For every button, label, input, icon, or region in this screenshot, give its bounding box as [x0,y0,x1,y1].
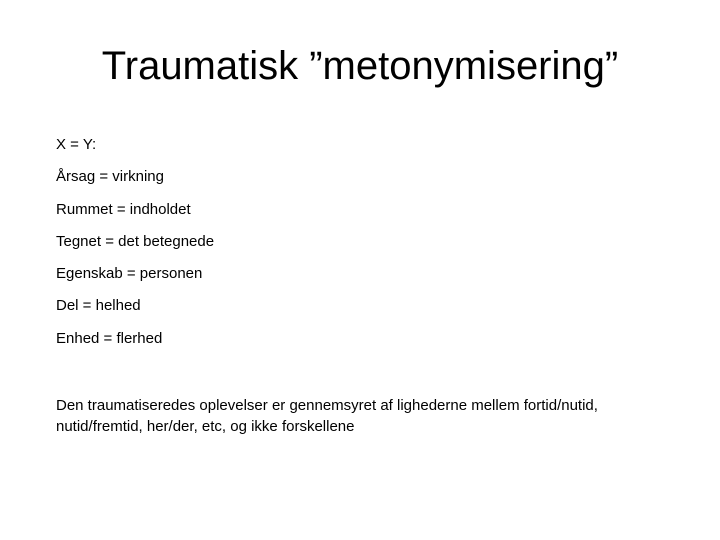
list-item: Egenskab = personen [56,265,203,283]
closing-paragraph: Den traumatiseredes oplevelser er gennemsyret af lighederne mellem fortid/nutid, nutid/fremtid, her/der, etc, og ikke forskellene [56,397,598,435]
slide-title: Traumatisk ”metonymisering” [101,44,619,88]
list-item: X = Y: [56,136,97,153]
list-item: Del = helhed [56,297,141,315]
body-list [56,136,676,362]
list-item: Tegnet = det betegnede [56,232,215,250]
list-item: Enhed = flerhed [56,329,163,347]
list-item: Rummet = indholdet [56,200,191,218]
list-item: Årsag = virkning [56,168,164,186]
